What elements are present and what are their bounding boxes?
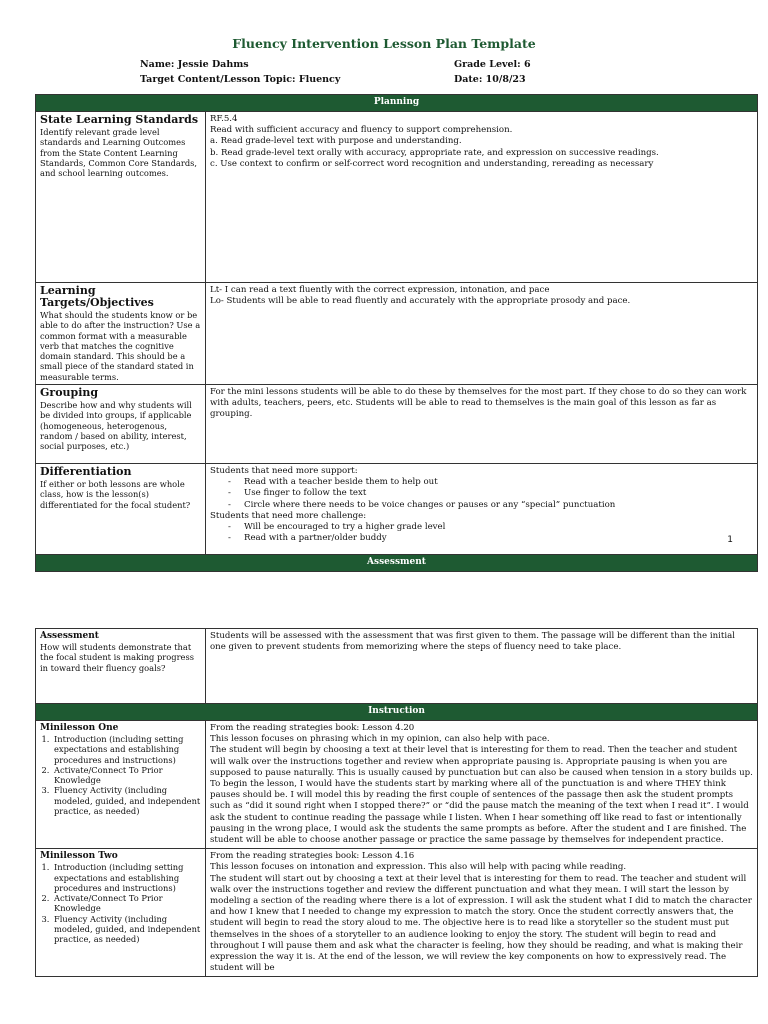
list-item: - Read with a partner/older buddy <box>244 533 753 544</box>
differentiation-description: If either or both lessons are whole class, how is the lesson(s) differentiated for the focal student? <box>40 479 191 510</box>
assessment-label: Assessment <box>40 631 99 641</box>
minilesson-one-label-cell <box>36 721 206 849</box>
challenge-intro: Students that need more challenge: <box>210 510 367 521</box>
minilesson-two-label-cell <box>36 849 206 977</box>
standards-content <box>206 112 758 283</box>
grouping-row <box>36 385 758 464</box>
lesson-topic: Target Content/Lesson Topic: Fluency <box>140 74 341 85</box>
instruction-table <box>35 628 758 977</box>
minilesson-one-steps <box>40 734 201 816</box>
list-item: - Will be encouraged to try a higher grade level <box>244 522 753 533</box>
minilesson-two-steps <box>40 862 201 944</box>
standards-label-cell <box>36 112 206 283</box>
planning-table <box>35 94 758 572</box>
list-item: - Use finger to follow the text <box>244 488 753 499</box>
standard-b: b. Read grade-level text orally with accuracy, appropriate rate, and expression on successive readings. <box>210 147 659 158</box>
minilesson-two-content: From the reading strategies book: Lesson 4.16 This lesson focuses on intonation and expression. This also will help with pacing while reading. The student will start out by choosing a text at their level that is interesting for them to read. The teacher and student will walk over the instructions together and review the different punctuation and what they mean. I will start the lesson by modeling a section of the reading where there is a lot of expression. I will ask the student what I did to match the character and how I knew that I needed to change my expression to match the story. Once the student correctly answers that, the student will begin to read the story aloud to me. The objective here is to read like a storyteller so the student must put themselves in the shoes of a storyteller to an audience looking to enjoy the story. The student will begin to read and throughout I will pause them and ask what the character is feeling, how they should be reading, and what is making their expression the way it is. At the end of the lesson, we will review the key components on how to expressively read. The student will be <box>206 849 758 977</box>
planning-header: Planning <box>36 95 758 112</box>
targets-label-cell <box>36 283 206 385</box>
differentiation-row <box>36 464 758 555</box>
support-list <box>210 477 753 511</box>
list-item: - Read with a teacher beside them to help out <box>244 477 753 488</box>
assessment-row <box>36 629 758 704</box>
challenge-list <box>210 522 753 544</box>
learning-objective: Lo- Students will be able to read fluently and accurately with the appropriate prosody and pace. <box>210 296 631 307</box>
instruction-header: Instruction <box>36 704 758 721</box>
list-item: 3. Fluency Activity (including modeled, guided, and independent practice, as needed) <box>52 914 201 945</box>
learning-target: Lt- I can read a text fluently with the correct expression, intonation, and pace <box>210 285 550 295</box>
list-item: 1. Introduction (including setting expectations and establishing procedures and instructions) <box>52 734 201 765</box>
assessment-content: Students will be assessed with the assessment that was first given to them. The passage will be different than the initial one given to prevent students from memorizing where the steps of fluency need to take place. <box>206 629 758 704</box>
grouping-content: For the mini lessons students will be able to do these by themselves for the most part. If they chose to do so they can work with adults, teachers, peers, etc. Students will be able to read to themselves is the main goal of this lesson as far as grouping. <box>206 385 758 464</box>
grouping-label: Grouping <box>40 386 99 400</box>
minilesson-two-label: Minilesson Two <box>40 851 118 862</box>
list-item: 3. Fluency Activity (including modeled, guided, and independent practice, as needed) <box>52 785 201 816</box>
targets-row <box>36 283 758 385</box>
minilesson-one-row <box>36 721 758 849</box>
list-item: 1. Introduction (including setting expectations and establishing procedures and instructions) <box>52 862 201 893</box>
grouping-label-cell <box>36 385 206 464</box>
grade-level: Grade Level: 6 <box>454 59 531 70</box>
assessment-header: Assessment <box>36 555 758 572</box>
grouping-description: Describe how and why students will be divided into groups, if applicable (homogeneous, heterogenous, random / based on ability, interest, social purposes, etc.) <box>40 400 192 452</box>
standard-a: a. Read grade-level text with purpose and understanding. <box>210 136 462 147</box>
standards-description: Identify relevant grade level standards and Learning Outcomes from the State Content Learning Standards, Common Core Standards, and school learning outcomes. <box>40 127 198 179</box>
standard-text: Read with sufficient accuracy and fluency to support comprehension. <box>210 125 513 136</box>
student-name: Name: Jessie Dahms <box>140 59 249 70</box>
differentiation-label: Differentiation <box>40 465 132 479</box>
minilesson-one-content: From the reading strategies book: Lesson 4.20 This lesson focuses on phrasing which in my opinion, can also help with pace. The student will begin by choosing a text at their level that is interesting for them to read. Then the teacher and student will walk over the instructions together and review when appropriate pausing is. Appropriate pausing is when you are supposed to pause naturally. This is usually caused by punctuation but can also be caused when tension in a story builds up. To begin the lesson, I would have the students start by marking where all of the punctuation is and where THEY think pauses should be. I will model this by reading the first couple of sentences of the passage then ask the student prompts such as “did it sound right when I stopped there?” or “did the pause match the meaning of the text when I read it”. I would ask the student to continue reading the passage while I listen. When I hear something off like read to fast or intentionally pausing in the wrong place, I would ask the students the same prompts as before. After the student and I are finished. The student will be able to choose another passage or practice the same passage by themselves for independent practice. <box>206 721 758 849</box>
page-number: 1 <box>727 535 733 545</box>
targets-description: What should the students know or be able to do after the instruction? Use a common format with a measurable verb that matches the cognitive domain standard. This should be a small piece of the standard stated in measurable terms. <box>40 310 201 382</box>
targets-content <box>206 283 758 385</box>
standards-label: State Learning Standards <box>40 113 199 126</box>
standard-code: RF.5.4 <box>210 114 238 124</box>
list-item: 2. Activate/Connect To Prior Knowledge <box>52 893 201 914</box>
assessment-label-cell <box>36 629 206 704</box>
document-title: Fluency Intervention Lesson Plan Template <box>232 36 536 51</box>
differentiation-content <box>206 464 758 555</box>
targets-label: Learning Targets/Objectives <box>40 284 154 309</box>
list-item: 2. Activate/Connect To Prior Knowledge <box>52 765 201 786</box>
lesson-date: Date: 10/8/23 <box>454 74 526 85</box>
list-item: - Circle where there needs to be voice changes or pauses or any “special” punctuation <box>244 500 753 511</box>
minilesson-two-row <box>36 849 758 977</box>
differentiation-label-cell <box>36 464 206 555</box>
assessment-description: How will students demonstrate that the focal student is making progress in toward their fluency goals? <box>40 642 194 673</box>
standard-c: c. Use context to confirm or self-correct word recognition and understanding, rereading as necessary <box>210 158 654 169</box>
standards-row <box>36 112 758 283</box>
minilesson-one-label: Minilesson One <box>40 723 119 733</box>
support-intro: Students that need more support: <box>210 466 358 477</box>
